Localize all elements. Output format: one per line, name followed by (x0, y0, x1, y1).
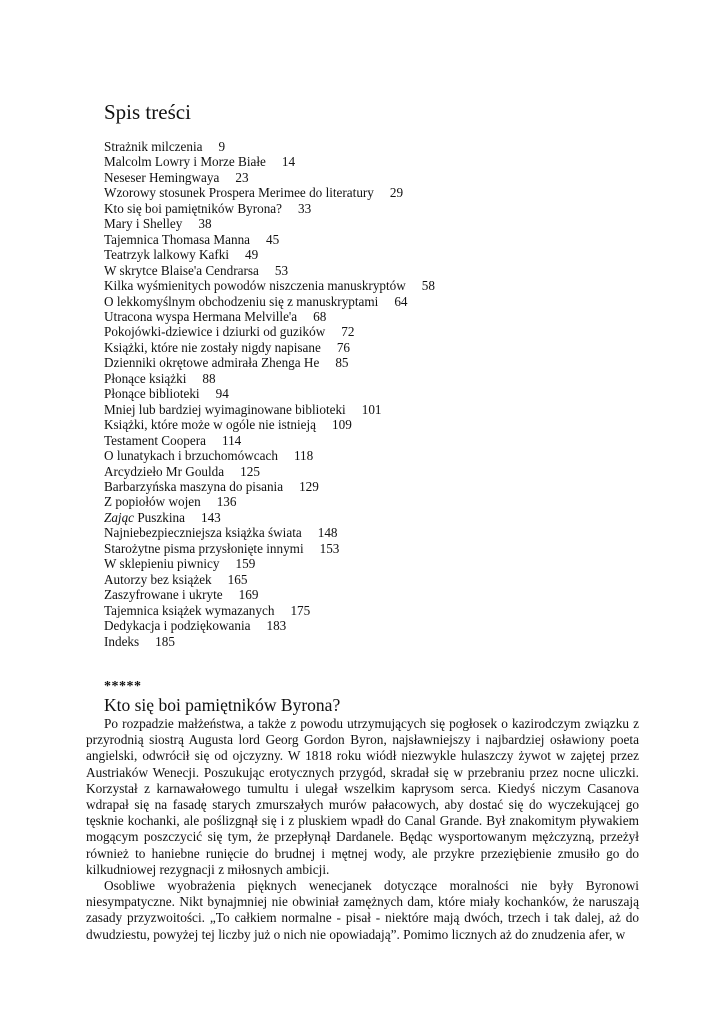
toc-entry-page: 76 (336, 339, 350, 355)
toc-entry-title: Strażnik milczenia (104, 139, 203, 154)
toc-entry (104, 556, 435, 571)
toc-entry-title: Arcydzieło Mr Goulda (104, 463, 225, 479)
toc-entry-page: 169 (238, 587, 259, 603)
toc-entry-title: Puszkina (134, 509, 185, 525)
toc-title: Spis treści (104, 100, 191, 124)
toc-entry-page: 183 (266, 618, 287, 634)
toc-entry-page: 185 (155, 633, 175, 649)
toc-entry-page: 129 (299, 478, 319, 494)
toc-entry-page: 109 (332, 417, 352, 433)
toc-entry (104, 603, 435, 618)
toc-entry-title: Kilka wyśmienitych powodów niszczenia manuskryptów (104, 278, 406, 294)
toc-entry-page: 14 (281, 154, 296, 170)
toc-entry-page: 101 (361, 401, 382, 417)
toc-entry (104, 263, 435, 278)
toc-entry (104, 572, 435, 587)
toc-entry (104, 510, 435, 525)
toc-entry-title: Utracona wyspa Hermana Melville'a (104, 308, 298, 324)
toc-entry-title: Neseser Hemingwaya (104, 169, 220, 185)
toc-entry-title: Dedykacja i podziękowania (104, 618, 251, 634)
toc-entry-title: Autorzy bez książek (104, 571, 212, 587)
toc-entry-title: Kto się boi pamiętników Byrona? (104, 200, 282, 216)
toc-entry (104, 294, 435, 309)
toc-entry-page: 148 (317, 525, 338, 541)
toc-entry (104, 154, 435, 169)
toc-entry-page: 53 (274, 262, 289, 278)
toc-entry (104, 634, 435, 649)
paragraph: Po rozpadzie małżeństwa, a także z powodu utrzymujących się pogłosek o kazirodczym związku z przyrodnią siostrą Augusta lord Georg Gordon Byron, najsławniejszy i najbardziej osławiony poeta angielski, odwrócił się od ojczyzny. W 1818 roku wiódł niezwykle hulaszczy żywot w zajętej przez Austriaków Wenecji. Poszukując erotycznych przygód, skradał się w przebraniu przez nocne uliczki. Korzystał z karnawałowego tumultu i ulegał wszelkim kaprysom serca. Kiedyś niczym Casanova wdrapał się na fasadę starych zmurszałych murów pałacowych, aby dostać się do wyczekującej go tęsknie kochanki, ale poślizgnął się i z pluskiem wpadł do Canal Grande. Był znakomitym pływakiem mogącym poszczycić się tym, że przepłynął Dardanele. Będąc wysportowanym mężczyzną, przeżył również to haniebne runięcie do brudnej i mętnej wody, ale przykre przeziębienie zmusiło go do kilkudniowej rezygnacji z miłosnych ambicji. (86, 716, 639, 877)
toc-entry-page: 49 (245, 247, 259, 263)
toc-entry-title: Książki, które nie zostały nigdy napisane (104, 339, 321, 355)
toc-entry (104, 618, 435, 633)
toc-entry-title: Płonące książki (104, 370, 187, 386)
toc-entry (104, 541, 435, 556)
toc-entry-title: O lunatykach i brzuchomówcach (104, 448, 278, 464)
toc-entry-page: 175 (290, 602, 311, 618)
toc-entry-title: Starożytne pisma przysłonięte innymi (104, 540, 304, 556)
toc-entry (104, 464, 435, 479)
toc-entry-page: 9 (218, 139, 226, 154)
toc-entry-page: 72 (341, 324, 355, 340)
toc-entry-page: 58 (421, 278, 435, 294)
toc-entry (104, 309, 435, 324)
toc-entry-title: Barbarzyńska maszyna do pisania (104, 478, 284, 494)
toc-entry (104, 417, 435, 432)
toc-entry-page: 88 (202, 370, 216, 386)
toc-entry (104, 340, 435, 355)
toc-entry-title: Książki, które może w ogóle nie istnieją (104, 417, 317, 433)
toc-entry-page: 114 (221, 432, 242, 448)
toc-entry-title: Wzorowy stosunek Prospera Merimee do literatury (104, 185, 374, 201)
toc-entry-title: W skrytce Blaise'a Cendrarsa (104, 262, 259, 278)
toc-entry-title: Testament Coopera (104, 432, 206, 448)
toc-entry (104, 278, 435, 293)
toc-entry-title: Z popiołów wojen (104, 494, 201, 510)
toc-entry (104, 247, 435, 262)
toc-entry-page: 94 (215, 386, 229, 402)
section-separator: ***** (104, 679, 142, 694)
toc-entry-title: Indeks (104, 633, 140, 649)
toc-entry-title: W sklepieniu piwnicy (104, 556, 220, 572)
toc-entry-title: O lekkomyślnym obchodzeniu się z manuskryptami (104, 293, 379, 309)
toc-entry-title: Płonące biblioteki (104, 386, 200, 402)
toc-list (104, 139, 435, 649)
toc-entry-page: 68 (313, 308, 327, 324)
toc-entry (104, 525, 435, 540)
toc-entry (104, 494, 435, 509)
toc-entry-title: Dzienniki okrętowe admirała Zhenga He (104, 355, 320, 371)
toc-entry-page: 38 (198, 216, 212, 232)
toc-entry (104, 433, 435, 448)
toc-entry (104, 232, 435, 247)
toc-entry-page: 23 (235, 169, 249, 185)
toc-entry-title: Malcolm Lowry i Morze Białe (104, 154, 266, 170)
toc-entry-page: 45 (266, 231, 280, 247)
toc-entry-page: 165 (227, 571, 248, 587)
toc-entry-page: 29 (389, 185, 404, 201)
toc-entry-page: 118 (293, 448, 314, 464)
toc-entry-title-italic: Zając (104, 509, 135, 525)
toc-entry-page: 159 (235, 556, 256, 572)
toc-entry (104, 216, 435, 231)
toc-entry-title: Mniej lub bardziej wyimaginowane biblioteki (104, 401, 346, 417)
toc-entry (104, 185, 435, 200)
chapter-title: Kto się boi pamiętników Byrona? (104, 695, 341, 715)
paragraph: Osobliwe wyobrażenia pięknych wenecjanek dotyczące moralności nie były Byronowi niesympatyczne. Nikt bynajmniej nie obwiniał zamężnych dam, które miały kochanków, że naruszają zasady przyzwoitości. „To całkiem normalne - pisał - niektóre mają dwóch, trzech i tak dalej, aż do dwudziestu, powyżej tej liczby już o nich nie opowiadają”. Pomimo licznych aż do znudzenia afer, w (86, 878, 639, 942)
toc-entry (104, 448, 435, 463)
toc-entry-page: 143 (200, 509, 221, 525)
toc-entry-title: Tajemnica książek wymazanych (104, 602, 275, 618)
toc-entry-page: 33 (298, 200, 312, 216)
toc-entry (104, 371, 435, 386)
toc-entry-page: 64 (394, 293, 408, 309)
toc-entry-page: 153 (319, 540, 340, 556)
toc-entry-title: Mary i Shelley (104, 216, 183, 232)
toc-entry-page: 85 (335, 355, 349, 371)
toc-entry-title: Pokojówki-dziewice i dziurki od guzików (104, 324, 326, 340)
toc-entry (104, 355, 435, 370)
toc-entry (104, 324, 435, 339)
toc-entry (104, 479, 435, 494)
toc-entry (104, 386, 435, 401)
toc-entry-page: 136 (216, 494, 237, 510)
toc-entry-title: Tajemnica Thomasa Manna (104, 231, 251, 247)
toc-entry (104, 587, 435, 602)
toc-entry (104, 201, 435, 216)
toc-entry (104, 402, 435, 417)
chapter-body (86, 716, 639, 943)
toc-entry-title: Teatrzyk lalkowy Kafki (104, 247, 230, 263)
toc-entry (104, 139, 435, 154)
toc-entry-title: Najniebezpieczniejsza książka świata (104, 525, 302, 541)
toc-entry-title: Zaszyfrowane i ukryte (104, 587, 223, 603)
toc-entry (104, 170, 435, 185)
toc-entry-page: 125 (240, 463, 260, 479)
